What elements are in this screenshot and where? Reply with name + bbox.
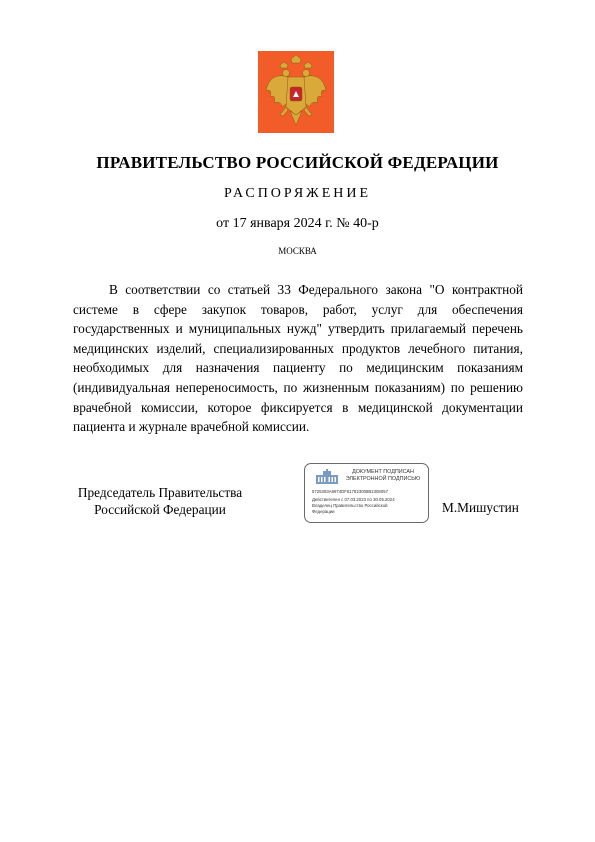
document-date-number: от 17 января 2024 г. № 40-р [216, 216, 379, 231]
stamp-owner-line1: Владелец Правительство Российской [312, 503, 388, 508]
government-title: ПРАВИТЕЛЬСТВО РОССИЙСКОЙ ФЕДЕРАЦИИ [96, 153, 499, 172]
signatory-position-line2: Российской Федерации [94, 502, 226, 517]
stamp-serial: 5725393A9974DF617823008B2308057 [312, 489, 388, 494]
order-body-paragraph: В соответствии со статьей 33 Федерального закона "О контрактной системе в сфере закупок товаров, работ, услуг для обеспечения государственных и муниципальных нужд" утвердить прилагаемый перечень медицинских изделий, специализированных продуктов лечебного питания, необходимых для назначения пациенту по медицинским показаниям (индивидуальная непереносимость, по жизненным показаниям) по решению врачебной комиссии, которое фиксируется в медицинской документации пациента и журнале врачебной комиссии. [73, 282, 523, 435]
stamp-title [341, 469, 425, 482]
electronic-signature-stamp [304, 463, 429, 523]
signatory-position [60, 484, 260, 518]
document-city: МОСКВА [278, 246, 317, 256]
signatory-position-line1: Председатель Правительства [77, 485, 243, 500]
stamp-validity: Действителен с 07.03.2023 по 30.05.2024 [312, 497, 395, 502]
stamp-title-line2: ЭЛЕКТРОННОЙ ПОДПИСЬЮ [345, 475, 421, 482]
signatory-name: М.Мишустин [442, 500, 519, 515]
coat-of-arms-icon [258, 51, 334, 133]
stamp-title-line1: ДОКУМЕНТ ПОДПИСАН [352, 469, 414, 475]
document-type: РАСПОРЯЖЕНИЕ [223, 186, 372, 201]
stamp-owner-line2: Федерации [312, 508, 335, 514]
building-icon [314, 469, 340, 485]
